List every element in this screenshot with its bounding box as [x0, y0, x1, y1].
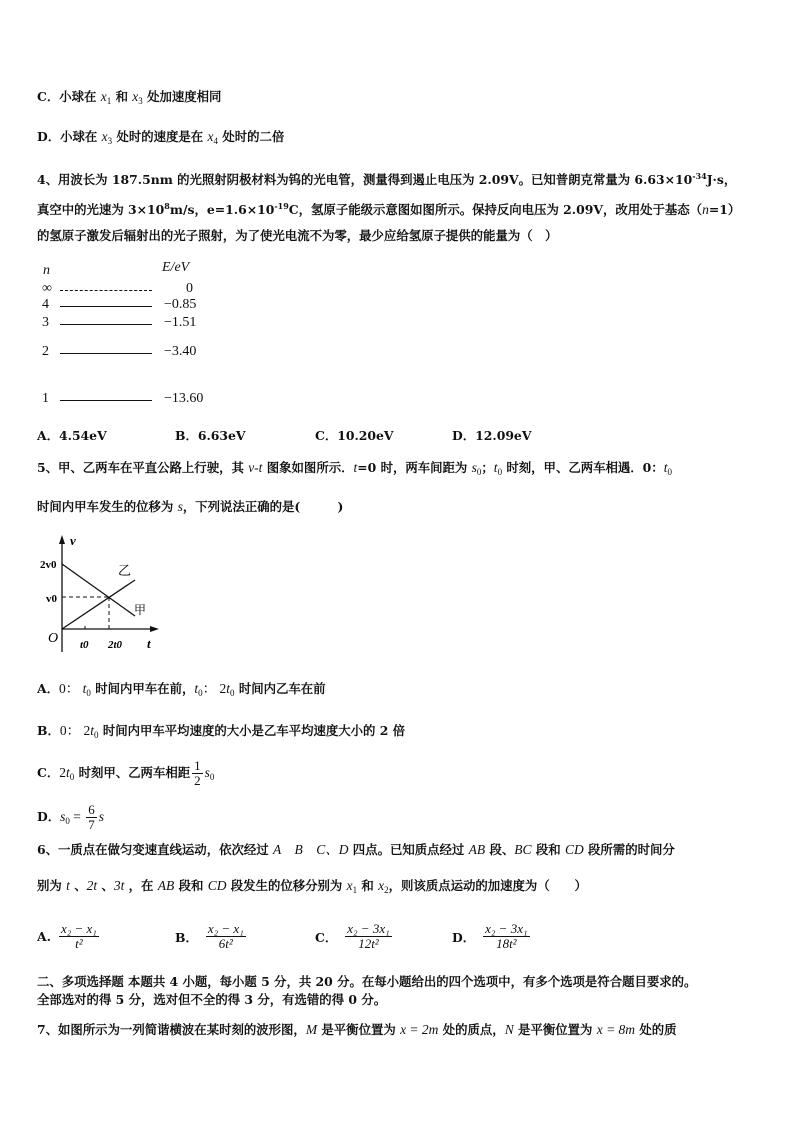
text-segment: 处的质: [635, 1022, 677, 1037]
energy-level-line: [60, 324, 152, 325]
tick-v0: v0: [46, 593, 57, 605]
text-segment: 段和: [174, 878, 208, 893]
vt-graph: [30, 530, 170, 660]
option-label: B．: [175, 929, 198, 945]
q4-option-c[interactable]: C．10.20eV: [315, 428, 394, 443]
math-symbol: CD: [207, 878, 227, 893]
q3-option-c[interactable]: [37, 88, 221, 110]
math-symbol: n: [702, 202, 709, 217]
math-symbol: t: [66, 878, 70, 893]
numerator: x₂ − 3x₁: [485, 921, 528, 936]
section-2-heading-1: [37, 973, 696, 991]
math-symbol: x: [378, 878, 385, 893]
q6-option-a[interactable]: [37, 922, 101, 951]
text-segment: 四点。已知质点经过: [348, 842, 469, 857]
superscript: -19: [274, 201, 289, 211]
subscript: 0: [209, 772, 215, 782]
math-symbol: s: [204, 765, 210, 780]
text-segment: ： 2: [202, 681, 227, 696]
text-segment: 二、多项选择题 本题共 4 小题，每小题 5 分，共 20 分。在每小题给出的四个选项中，有多个选项是符合题目要求的。: [37, 974, 697, 989]
text-segment: 段所需的时间分: [583, 842, 675, 857]
math-symbol: CD: [564, 842, 584, 857]
t-axis-arrow: [150, 626, 159, 632]
text-segment: A．: [37, 681, 60, 696]
text-segment: B．: [37, 723, 60, 738]
denominator: 12t²: [358, 936, 379, 951]
math-symbol: x: [101, 129, 108, 144]
superscript: 8: [164, 201, 170, 211]
math-symbol: t: [493, 460, 498, 475]
q6-option-b[interactable]: [175, 922, 248, 951]
subscript: 0: [69, 772, 75, 782]
math-symbol: 3t: [113, 878, 125, 893]
text-segment: 、: [69, 878, 87, 893]
level-energy-value: −1.51: [164, 315, 197, 330]
math-symbol: AB: [157, 878, 175, 893]
text-segment: 图象如图所示．: [262, 460, 354, 475]
subscript: 1: [106, 96, 112, 106]
text-segment: 处时的速度是在: [112, 129, 208, 144]
text-segment: 7、如图所示为一列简谐横波在某时刻的波形图，: [37, 1022, 306, 1037]
math-symbol: t: [194, 681, 199, 696]
text-segment: C．: [37, 765, 60, 780]
level-energy-value: −3.40: [164, 344, 197, 359]
text-segment: ，下列说法正确的是( ): [182, 499, 344, 514]
q5-text-2: [37, 498, 343, 516]
fraction: [59, 922, 99, 951]
text-segment: ；: [481, 460, 494, 475]
option-label: A.: [37, 929, 51, 944]
text-segment: D．: [37, 809, 61, 824]
text-segment: 时间内甲车在前，: [90, 681, 195, 696]
text-segment: J·s，: [706, 172, 737, 187]
text-segment: 的氢原子激发后辐射出的光子照射，为了使光电流不为零，最少应给氢原子提供的能量为（ ）: [37, 228, 558, 243]
text-segment: 真空中的光速为 3×10: [37, 202, 165, 217]
q4-option-b[interactable]: B．6.63eV: [175, 428, 246, 443]
numerator: 1: [194, 758, 201, 773]
level-n-label: 1: [42, 391, 49, 406]
text-segment: 处时的二倍: [218, 129, 285, 144]
math-symbol: t: [663, 460, 668, 475]
text-segment: =: [69, 809, 85, 824]
fraction: [345, 922, 391, 951]
text-segment: 0： 2: [59, 723, 91, 738]
text-segment: 6、一质点在做匀变速直线运动，依次经过: [37, 842, 273, 857]
text-segment: 4、用波长为 187.5nm 的光照射阴极材料为钨的光电管，测量得到遏止电压为 2.09V。已知普朗克常量为 6.63×10: [37, 172, 693, 187]
text-segment: 处的质点，: [438, 1022, 505, 1037]
math-symbol: x: [132, 89, 139, 104]
line-yi: [62, 580, 135, 629]
text-segment: 时刻甲、乙两车相距: [74, 765, 191, 780]
q3-option-d[interactable]: [37, 128, 284, 150]
subscript: 2: [384, 885, 389, 895]
math-symbol: x: [207, 129, 214, 144]
tick-t0: t0: [80, 639, 89, 651]
math-symbol: t: [90, 723, 95, 738]
tick-2v0: 2v0: [40, 559, 57, 571]
text-segment: m/s，e=1.6×10: [169, 202, 275, 217]
text-segment: 时间内甲车平均速度的大小是乙车平均速度大小的 2 倍: [98, 723, 406, 738]
subscript: 0: [94, 730, 99, 740]
subscript: 0: [65, 816, 70, 826]
level-n-label: ∞: [42, 281, 52, 296]
fraction: [86, 803, 97, 832]
q5-option-c[interactable]: [37, 759, 214, 788]
math-symbol: x = 8m: [596, 1022, 636, 1037]
math-symbol: t: [226, 681, 231, 696]
level-n-label: 4: [42, 297, 49, 312]
math-symbol: N: [504, 1022, 514, 1037]
text-segment: 0：: [59, 681, 83, 696]
denominator: 7: [88, 817, 95, 832]
text-segment: 、: [97, 878, 114, 893]
q6-option-d[interactable]: [452, 922, 532, 951]
text-segment: ，在: [124, 878, 158, 893]
subscript: 4: [213, 136, 218, 146]
text-segment: D．小球在: [37, 129, 102, 144]
subscript: 0: [86, 688, 91, 698]
denominator: 18t²: [496, 936, 517, 951]
fraction: [206, 922, 246, 951]
q5-option-d[interactable]: [37, 803, 104, 832]
level-n-label: 2: [42, 344, 49, 359]
math-symbol: t: [66, 765, 70, 780]
math-symbol: x: [100, 89, 107, 104]
q6-text-2: [37, 877, 587, 899]
text-segment: 是平衡位置为: [317, 1022, 401, 1037]
q4-text-1: [37, 167, 736, 189]
text-segment: C，氢原子能级示意图如图所示。保持反向电压为 2.09V，改用处于基态（: [288, 202, 703, 217]
level-energy-value: −0.85: [164, 297, 197, 312]
numerator: x₂ − x₁: [207, 921, 244, 936]
math-symbol: s: [177, 499, 183, 514]
level-n-label: 3: [42, 315, 49, 330]
origin-label: O: [48, 631, 59, 646]
text-segment: 和: [357, 878, 379, 893]
text-segment: 时刻，甲、乙两车相遇．0：: [502, 460, 664, 475]
subscript: 3: [138, 96, 143, 106]
option-label: D．: [452, 929, 476, 945]
denominator: t²: [75, 936, 83, 951]
superscript: -34: [692, 171, 707, 181]
q4-text-2: [37, 197, 740, 219]
energy-level-line: [60, 400, 152, 401]
text-segment: 段和: [531, 842, 565, 857]
q4-option-d[interactable]: D．12.09eV: [452, 428, 532, 443]
level-energy-value: 0: [186, 281, 193, 296]
q4-option-a[interactable]: A．4.54eV: [37, 428, 107, 443]
text-segment: 时间内甲车发生的位移为: [37, 499, 178, 514]
text-segment: 段发生的位移分别为: [226, 878, 347, 893]
text-segment: 时间内乙车在前: [234, 681, 326, 696]
q4-text-3: [37, 227, 557, 245]
option-label: C．: [315, 929, 338, 945]
level-energy-value: −13.60: [164, 391, 204, 406]
math-symbol: BC: [514, 842, 532, 857]
math-symbol: x: [346, 878, 353, 893]
denominator: 6t²: [218, 936, 233, 951]
text-segment: 2: [59, 765, 67, 780]
text-segment: 是平衡位置为: [513, 1022, 597, 1037]
math-symbol: v-t: [248, 460, 263, 475]
q5-option-a[interactable]: [37, 680, 326, 702]
q6-option-c[interactable]: [315, 922, 394, 951]
text-segment: 和: [111, 89, 133, 104]
subscript: 0: [476, 467, 482, 477]
energy-level-line: [60, 306, 152, 307]
v-axis-arrow: [59, 535, 65, 544]
math-symbol: M: [305, 1022, 318, 1037]
n-label: n: [43, 263, 50, 278]
math-symbol: AB: [468, 842, 486, 857]
fraction: [192, 759, 203, 788]
section-2-heading-2: [37, 991, 386, 1009]
text-segment: =0 时，两车间距为: [357, 460, 472, 475]
label-jia: 甲: [134, 603, 147, 617]
q5-option-b[interactable]: [37, 722, 405, 744]
label-yi: 乙: [118, 563, 132, 578]
math-symbol: s: [98, 809, 105, 824]
math-symbol: t: [82, 681, 87, 696]
text-segment: =1）: [708, 202, 741, 217]
subscript: 0: [230, 688, 235, 698]
subscript: 1: [352, 885, 358, 895]
subscript: 3: [107, 136, 113, 146]
text-segment: 别为: [37, 878, 67, 893]
fraction: [483, 922, 529, 951]
text-segment: 全部选对的得 5 分，选对但不全的得 3 分，有选错的得 0 分。: [37, 992, 387, 1007]
subscript: 0: [198, 688, 203, 698]
text-segment: 段、: [485, 842, 515, 857]
math-symbol: A B C、D: [272, 842, 349, 857]
q7-text-1: [37, 1021, 677, 1039]
energy-label: E/eV: [162, 260, 190, 275]
math-symbol: s: [60, 809, 66, 824]
math-symbol: t: [353, 460, 358, 475]
math-symbol: 2t: [86, 878, 98, 893]
text-segment: C．小球在: [37, 89, 101, 104]
numerator: x₂ − 3x₁: [347, 921, 390, 936]
subscript: 0: [497, 467, 503, 477]
numerator: x₂ − x₁: [60, 921, 97, 936]
tick-2t0: 2t0: [108, 639, 123, 651]
numerator: 6: [88, 802, 95, 817]
math-symbol: s: [471, 460, 477, 475]
text-segment: 5、甲、乙两车在平直公路上行驶，其: [37, 460, 249, 475]
energy-level-line: [60, 290, 152, 291]
q6-text-1: [37, 841, 675, 859]
text-segment: ，则该质点运动的加速度为（ ）: [388, 878, 587, 893]
subscript: 0: [667, 467, 672, 477]
energy-level-line: [60, 353, 152, 354]
v-axis-label: v: [70, 533, 76, 548]
t-axis-label: t: [147, 636, 151, 651]
denominator: 2: [194, 773, 201, 788]
text-segment: 处加速度相同: [142, 89, 222, 104]
math-symbol: x = 2m: [400, 1022, 439, 1037]
q5-text-1: [37, 459, 672, 481]
